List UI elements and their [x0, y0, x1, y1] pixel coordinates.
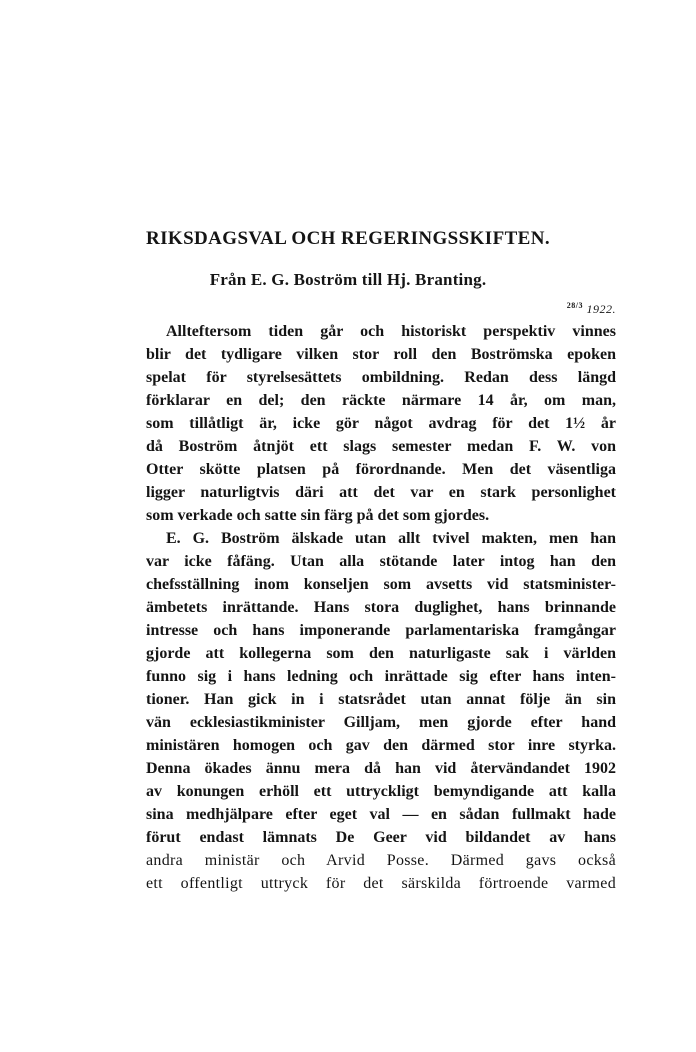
body-text — [146, 320, 616, 895]
dateline-year: 1922. — [586, 302, 616, 316]
text-line: funno sig i hans ledning och inrättade sig efter hans inten- — [146, 668, 616, 685]
text-line: då Boström åtnjöt ett slags semester medan F. W. von — [146, 438, 616, 455]
text-line: E. G. Boström älskade utan allt tvivel makten, men han — [166, 530, 616, 547]
text-line: intresse och hans imponerande parlamentariska framgångar — [146, 622, 616, 639]
text-line: sina medhjälpare efter eget val — en sådan fullmakt hade — [146, 806, 616, 823]
text-line: ämbetets inrättande. Hans stora duglighet, hans brinnande — [146, 599, 616, 616]
text-line: som tillåtligt är, icke gör något avdrag för det 1½ år — [146, 415, 616, 432]
text-line: blir det tydligare vilken stor roll den Boströmska epoken — [146, 346, 616, 363]
text-line: ett offentligt uttryck för det särskilda förtroende varmed — [146, 875, 616, 892]
text-line: förut endast lämnats De Geer vid bildandet av hans — [146, 829, 616, 846]
text-line: chefsställning inom konseljen som avsetts vid statsminister- — [146, 576, 616, 593]
text-line: Denna ökades ännu mera då han vid återvändandet 1902 — [146, 760, 616, 777]
dateline-day-month: 28/3 — [566, 301, 583, 310]
chapter-subtitle: Från E. G. Boström till Hj. Branting. — [209, 270, 487, 289]
text-line: gjorde att kollegerna som den naturligaste sak i världen — [146, 645, 616, 662]
text-line: ministären homogen och gav den därmed stor inre styrka. — [146, 737, 616, 754]
text-line: andra ministär och Arvid Posse. Därmed gavs också — [146, 852, 616, 869]
text-line: var icke fåfäng. Utan alla stötande later intog han den — [146, 553, 616, 570]
text-line: Allteftersom tiden går och historiskt perspektiv vinnes — [166, 323, 616, 340]
text-line: av konungen erhöll ett uttryckligt bemyndigande att kalla — [146, 783, 616, 800]
chapter-title: RIKSDAGSVAL OCH REGERINGSSKIFTEN. — [145, 228, 551, 249]
text-line: som verkade och satte sin färg på det som gjordes. — [146, 507, 490, 524]
text-line: tioner. Han gick in i statsrådet utan annat följe än sin — [146, 691, 616, 708]
dateline — [470, 301, 616, 317]
text-line: förklarar en del; den räckte närmare 14 år, om man, — [146, 392, 616, 409]
text-line: vän ecklesiastikminister Gilljam, men gjorde efter hand — [146, 714, 616, 731]
text-line: spelat för styrelsesättets ombildning. Redan dess längd — [146, 369, 616, 386]
text-line: ligger naturligtvis däri att det var en stark personlighet — [146, 484, 616, 501]
text-line: Otter skötte platsen på förordnande. Men det väsentliga — [146, 461, 616, 478]
